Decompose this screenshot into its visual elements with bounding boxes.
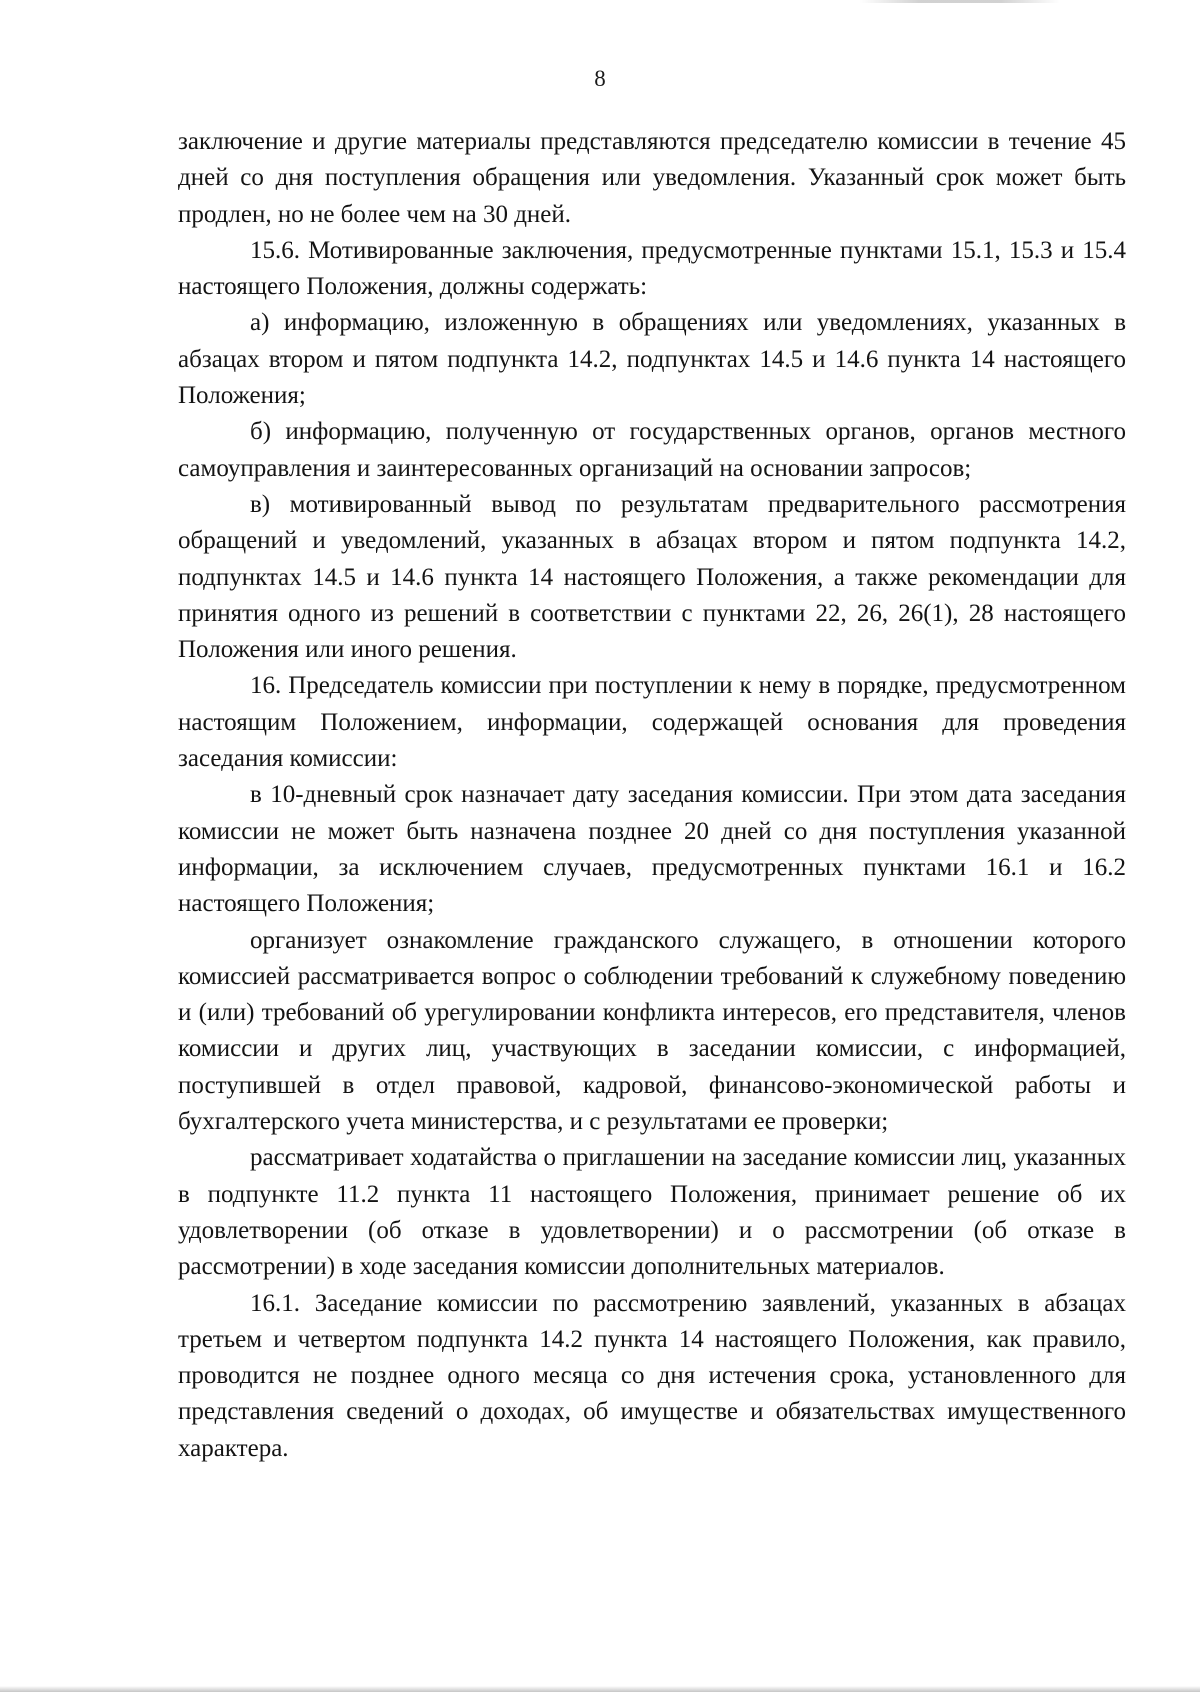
paragraph-continuation: заключение и другие материалы представляются председателю комиссии в течение 45 дней со дня поступления обращения или уведомления. Указанный срок может быть продлен, но не более чем на 30 дней.: [178, 128, 1126, 228]
paragraph-item-v: в) мотивированный вывод по результатам предварительного рассмотрения обращений и уведомлений, указанных в абзацах втором и пятом подпункта 14.2, подпунктах 14.5 и 14.6 пункта 14 настоящего Положения, а также рекомендации для принятия одного из решений в соответствии с пунктами 22, 26, 26(1), 28 настоящего Положения или иного решения.: [178, 490, 1126, 664]
paragraph-16-petitions: рассматривает ходатайства о приглашении на заседание комиссии лиц, указанных в подпункте 11.2 пункта 11 настоящего Положения, принимает решение об их удовлетворении (об отказе в удовлетворении) и о рассмотрении (об отказе в рассмотрении) в ходе заседания комиссии дополнительных материалов.: [178, 1144, 1126, 1281]
page-number: 8: [594, 66, 606, 91]
paragraph-item-b: б) информацию, полученную от государственных органов, органов местного самоуправления и заинтересованных организаций на основании запросов;: [178, 418, 1126, 482]
paragraph-16-1: 16.1. Заседание комиссии по рассмотрению заявлений, указанных в абзацах третьем и четвертом подпункта 14.2 пункта 14 настоящего Положения, как правило, проводится не позднее одного месяца со дня истечения срока, установленного для представления сведений о доходах, об имуществе и обязательствах имущественного характера.: [178, 1289, 1126, 1462]
paragraph-16-date: в 10-дневный срок назначает дату заседания комиссии. При этом дата заседания комиссии не может быть назначена позднее 20 дней со дня поступления указанной информации, за исключением случаев, предусмотренных пунктами 16.1 и 16.2 настоящего Положения;: [178, 781, 1126, 918]
scan-edge-top: [860, 0, 1060, 3]
paragraph-15-6: 15.6. Мотивированные заключения, предусмотренные пунктами 15.1, 15.3 и 15.4 настоящего Положения, должны содержать:: [178, 236, 1126, 301]
scan-edge-bottom: [0, 1686, 1200, 1692]
paragraph-16: 16. Председатель комиссии при поступлении к нему в порядке, предусмотренном настоящим Положением, информации, содержащей основания для проведения заседания комиссии:: [178, 672, 1126, 773]
paragraph-16-familiarization: организует ознакомление гражданского служащего, в отношении которого комиссией рассматривается вопрос о соблюдении требований к служебному поведению и (или) требований об урегулировании конфликта интересов, его представителя, членов комиссии и других лиц, участвующих в заседании комиссии, с информацией, поступившей в отдел правовой, кадровой, финансово-экономической работы и бухгалтерского учета министерства, и с результатами ее проверки;: [178, 926, 1126, 1136]
document-body: [178, 124, 1126, 1467]
paragraph-item-a: а) информацию, изложенную в обращениях или уведомлениях, указанных в абзацах втором и пятом подпункта 14.2, подпунктах 14.5 и 14.6 пункта 14 настоящего Положения;: [178, 309, 1126, 410]
